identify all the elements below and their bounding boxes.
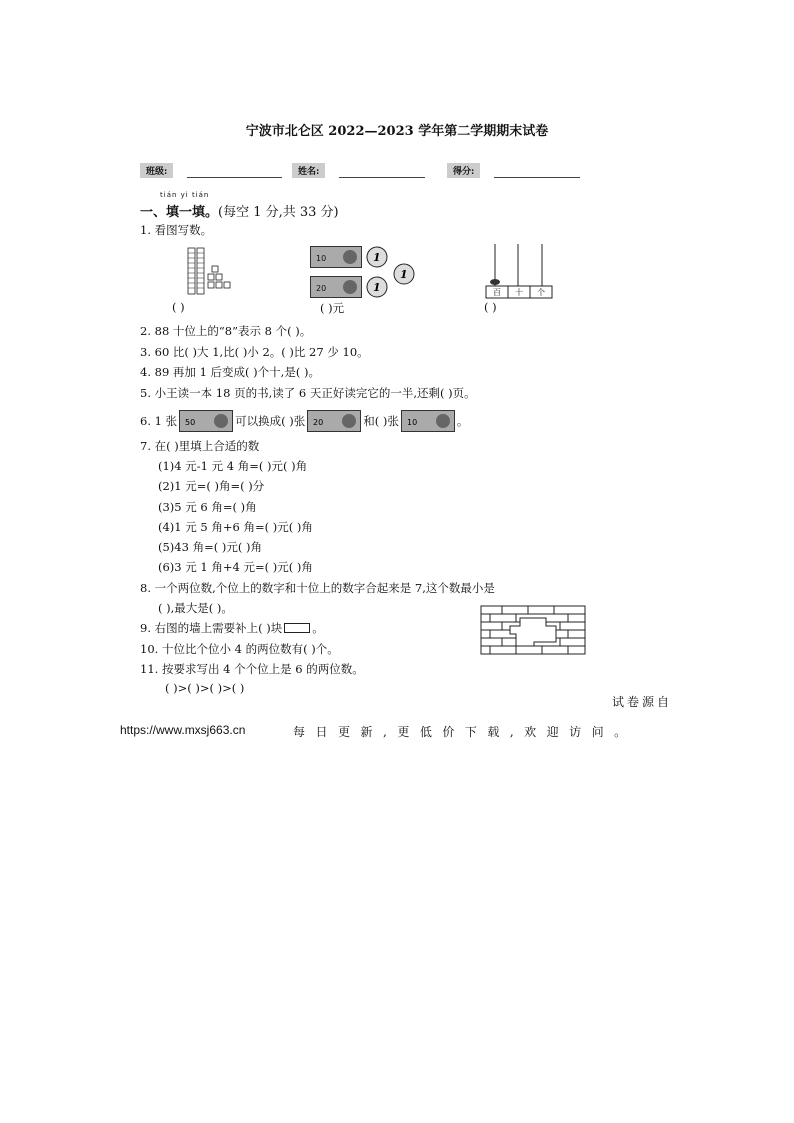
one-yuan-coins [366,246,420,300]
question-8: 8. 一个两位数,个位上的数字和十位上的数字合起来是 7,这个数最小是 [140,581,495,595]
source-url[interactable]: https://www.mxsj663.cn [120,723,246,737]
note-value: 10 [316,254,327,263]
brick-wall-image [480,605,586,655]
q1-answer-3[interactable]: ( ) [484,300,497,314]
q1-answer-1[interactable]: ( ) [172,300,185,314]
question-3: 3. 60 比( )大 1,比( )小 2。( )比 27 少 10。 [140,345,369,359]
q6-text-2: 可以换成( )张 [235,414,306,428]
section-title: 一、填一填。 [140,205,219,220]
fifty-yuan-note [179,410,233,432]
q7-item-4: (4)1 元 5 角+6 角=( )元( )角 [158,520,313,534]
q7-item-2: (2)1 元=( )角=( )分 [158,479,265,493]
abacus-label-tens: 十 [515,288,523,297]
question-9 [140,620,324,636]
question-11: 11. 按要求写出 4 个个位上是 6 的两位数。 [140,662,364,676]
coin-value: 1 [373,251,381,264]
question-10: 10. 十位比个位小 4 的两位数有( )个。 [140,642,339,656]
tens-rods [188,248,204,294]
abacus-labels [486,287,552,298]
question-7: 7. 在( )里填上合适的数 [140,439,260,453]
score-label: 得分: [447,163,480,178]
q7-item-1: (1)4 元-1 元 4 角=( )元( )角 [158,459,308,473]
name-field [292,163,425,178]
base-ten-blocks-image [180,244,235,296]
question-2: 2. 88 十位上的“8”表示 8 个( )。 [140,324,312,338]
name-label: 姓名: [292,163,325,178]
note-value: 20 [313,418,324,427]
note-value: 10 [406,418,418,427]
score-line[interactable] [494,165,580,178]
name-line[interactable] [339,165,425,178]
twenty-yuan-note [307,410,361,432]
q9-text-1: 9. 右图的墙上需要补上( )块 [140,621,283,635]
q6-text-3: 和( )张 [363,414,399,428]
section-pinyin: tián yi tián [160,191,210,199]
q1-answer-2[interactable]: ( )元 [320,301,345,315]
question-1: 1. 看图写数。 [140,223,213,237]
ten-yuan-note [310,246,362,268]
section-scoring: (每空 1 分,共 33 分) [218,205,339,220]
q7-item-6: (6)3 元 1 角+4 元=( )元( )角 [158,560,313,574]
coin-value: 1 [400,268,408,281]
unit-cubes [208,266,230,288]
class-label: 班级: [140,163,173,178]
twenty-yuan-note [310,276,362,298]
question-8-line-2: ( ),最大是( )。 [158,601,233,615]
source-slogan: 每日更新,更低价下载,欢迎访问。 [293,725,637,739]
q6-text-4: 。 [456,414,469,428]
score-field [447,163,580,178]
question-6 [140,410,468,432]
q9-text-2: 。 [312,621,324,635]
abacus-bead [490,279,500,285]
abacus-label-ones: 个 [537,288,545,297]
abacus-label-hundreds: 百 [493,288,501,297]
question-5: 5. 小王读一本 18 页的书,读了 6 天正好读完它的一半,还剩( )页。 [140,386,476,400]
note-value: 50 [185,418,196,427]
page-title: 宁波市北仑区 2022—2023 学年第二学期期末试卷 [245,124,549,139]
q7-item-3: (3)5 元 6 角=( )角 [158,500,257,514]
section-heading [140,201,339,220]
source-note: 试卷源自 [611,695,672,709]
class-field [140,163,282,178]
ten-yuan-note [401,410,455,432]
q7-item-5: (5)43 角=( )元( )角 [158,540,262,554]
class-line[interactable] [187,165,282,178]
question-11-answers[interactable]: ( )>( )>( )>( ) [165,681,245,695]
brick-icon [284,623,310,633]
coin-value: 1 [373,281,381,294]
q6-text-1: 6. 1 张 [140,414,178,428]
note-value: 20 [316,284,327,293]
question-4: 4. 89 再加 1 后变成( )个十,是( )。 [140,365,320,379]
